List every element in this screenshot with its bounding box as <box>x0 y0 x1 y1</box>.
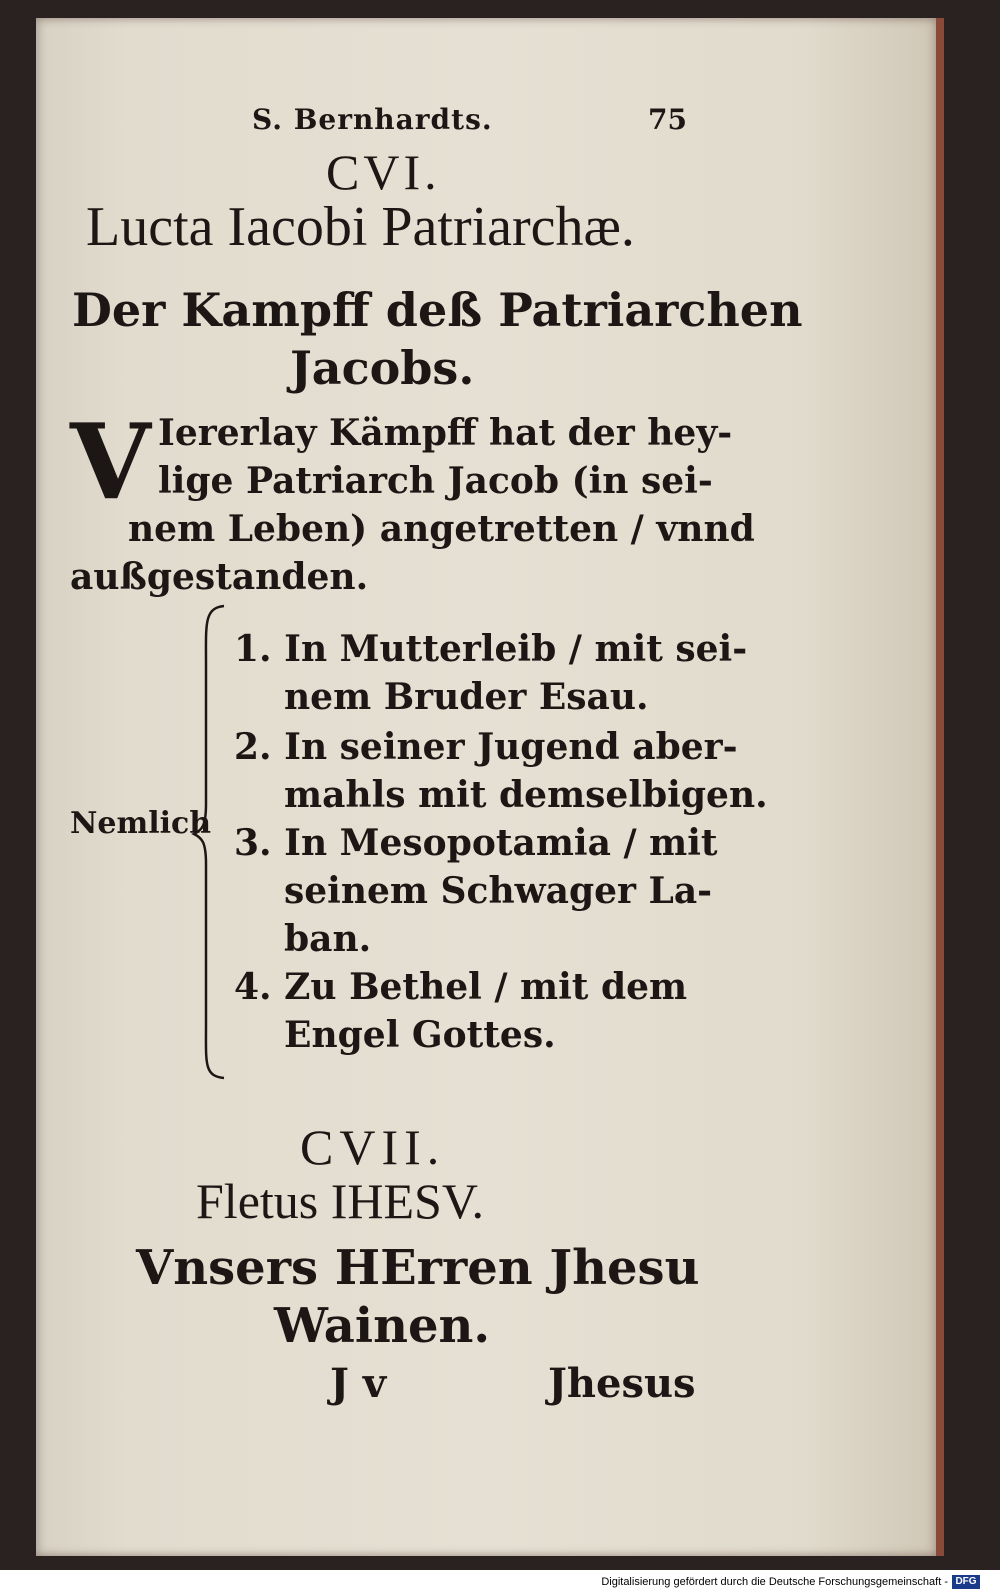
body-text-line: Iererlay Kämpff hat der hey- <box>158 412 733 454</box>
list-item-line: 1. In Mutterleib / mit sei- <box>234 628 748 670</box>
list-item-line: nem Bruder Esau. <box>284 676 649 718</box>
brace-label: Nemlich <box>70 806 212 841</box>
curly-brace <box>190 604 230 1080</box>
body-text-line: außgestanden. <box>70 556 369 598</box>
list-item-line: seinem Schwager La- <box>284 870 713 912</box>
page-edge <box>936 18 944 1556</box>
running-head: S. Bernhardts. <box>252 103 493 136</box>
body-text-line: lige Patriarch Jacob (in sei- <box>158 460 713 502</box>
latin-title: Fletus IHESV. <box>196 1173 485 1229</box>
german-title-line: Wainen. <box>274 1298 491 1354</box>
section-number: CVI. <box>326 144 441 200</box>
german-title-line: Vnsers HErren Jhesu <box>136 1240 700 1296</box>
latin-title: Lucta Iacobi Patriarchæ. <box>86 196 635 258</box>
catchword: Jhesus <box>548 1360 696 1407</box>
list-item-line: ban. <box>284 918 372 960</box>
german-title-line: Der Kampff deß Patriarchen <box>72 283 803 337</box>
dfg-logo: DFG <box>952 1575 980 1589</box>
digitization-credit: Digitalisierung gefördert durch die Deutsche Forschungsgemeinschaft - <box>601 1576 948 1588</box>
list-item-line: 4. Zu Bethel / mit dem <box>234 966 688 1008</box>
list-item-line: 3. In Mesopotamia / mit <box>234 822 718 864</box>
signature-mark: J v <box>330 1360 387 1407</box>
drop-cap-initial: V <box>70 400 151 523</box>
list-item-line: Engel Gottes. <box>284 1014 556 1056</box>
section-number: CVII. <box>300 1119 446 1175</box>
list-item-line: 2. In seiner Jugend aber- <box>234 726 738 768</box>
page-number: 75 <box>648 103 687 136</box>
list-item-line: mahls mit demselbigen. <box>284 774 768 816</box>
german-title-line: Jacobs. <box>290 341 475 395</box>
body-text-line: nem Leben) angetretten / vnnd <box>128 508 755 550</box>
